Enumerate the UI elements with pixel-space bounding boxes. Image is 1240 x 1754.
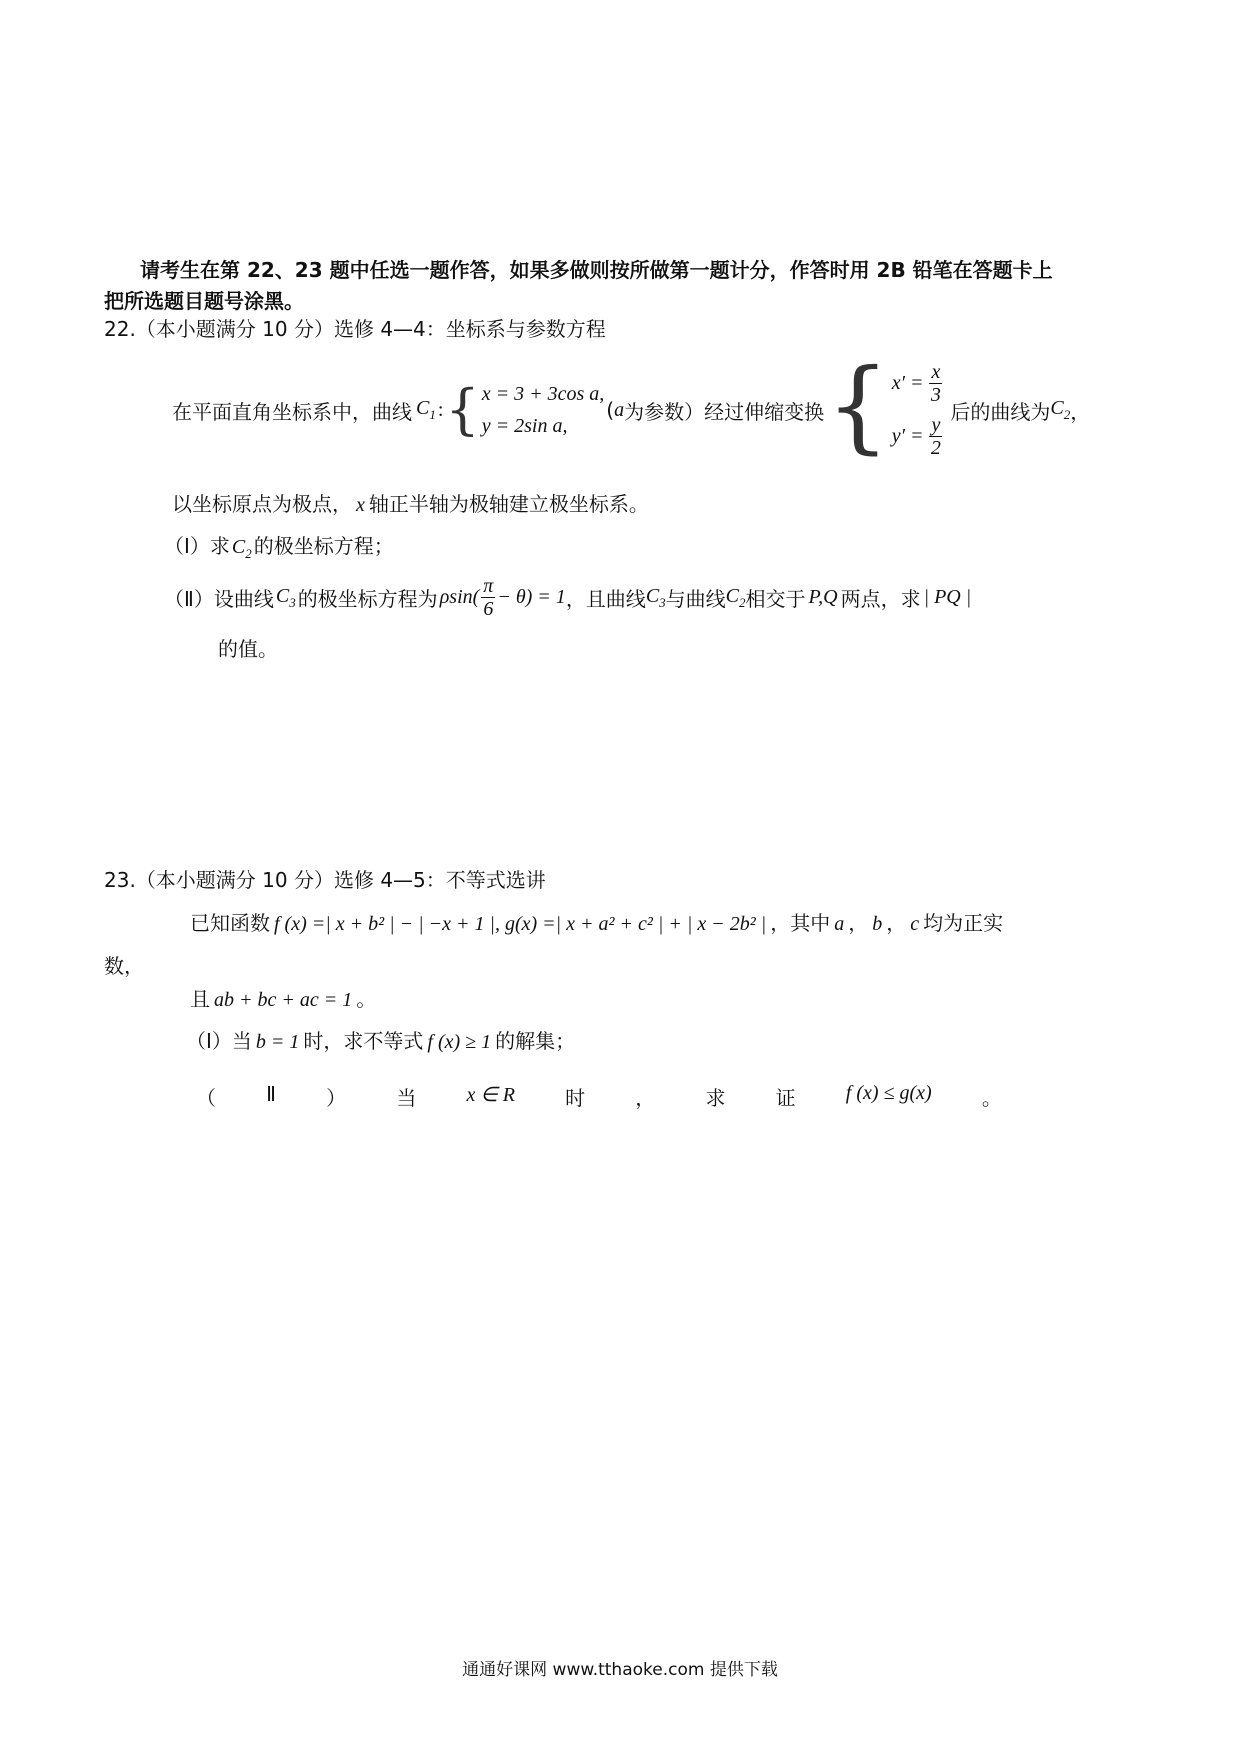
q22-curve-c2: $C_2$ xyxy=(1050,397,1071,422)
q23-part2-token: （ xyxy=(196,1086,216,1110)
q22-param-system xyxy=(482,378,605,442)
q22-brace-left: { xyxy=(445,378,480,441)
q22-intro-line: 在平面直角坐标系中，曲线 $C_1$ : { x = 3 + 3cos a, y = 2sin a, ( a 为参数）经过伸缩变换 { x′ = $\frac{x}{3}$ y′ = $\frac{y}{2}$ 后的曲线为 $C_2$ ， xyxy=(172,347,1091,464)
q23-given-wrap: 数， xyxy=(104,954,144,978)
q23-part-1: （Ⅰ）当 b = 1 时，求不等式 f (x) ≥ 1 的解集； xyxy=(186,1029,576,1053)
q22-transform-system xyxy=(892,361,943,459)
page-footer: 通通好课网 www.tthaoke.com 提供下载 xyxy=(462,1660,778,1680)
q22-curve-c1: $C_1$ xyxy=(416,397,436,422)
q22-header: 22.（本小题满分 10 分）选修 4—4：坐标系与参数方程 xyxy=(104,317,606,341)
q22-after-text: 后的曲线为 xyxy=(950,399,1051,424)
q23-part2-token: f (x) ≤ g(x) xyxy=(845,1082,932,1104)
q22-colon: : xyxy=(437,398,444,421)
q22-transform-x: x′ = $\frac{x}{3}$ xyxy=(891,361,941,406)
q23-function-defs: f (x) =| x + b² | − | −x + 1 |, g(x) =| x + a² + c² | + | x − 2b² | xyxy=(274,913,767,935)
instruction-line-2: 把所选题目题号涂黑。 xyxy=(104,289,304,313)
q23-part2-token: 当 xyxy=(396,1086,417,1110)
q23-part2-token: 证 xyxy=(775,1086,796,1110)
q23-part2-token: ， xyxy=(635,1086,656,1110)
q22-param-eq1: x = 3 + 3cos a, xyxy=(481,383,605,405)
q22-param-eq2: y = 2sin a, xyxy=(481,415,568,437)
q23-part2-token: 时 xyxy=(565,1086,586,1110)
q23-part2-token: 。 xyxy=(981,1086,1002,1110)
q22-part-2: （Ⅱ）设曲线 $C_3$ 的极坐标方程为 ρsin( $\frac{\pi}{6}$ − θ) = 1 ，且曲线 $C_3$ 与曲线 $C_2$ 相交于 P,Q 两点，求 | PQ | xyxy=(164,575,972,620)
q22-intro-prefix: 在平面直角坐标系中，曲线 xyxy=(172,399,412,424)
q23-header: 23.（本小题满分 10 分）选修 4—5：不等式选讲 xyxy=(104,868,546,892)
q22-part-1: （Ⅰ）求 $C_2$ 的极坐标方程； xyxy=(164,534,394,561)
q23-part2-token: x ∈ R xyxy=(466,1084,515,1106)
q23-condition: 且 ab + bc + ac = 1 。 xyxy=(190,987,377,1011)
q23-part2-token: 求 xyxy=(705,1086,726,1110)
q22-brace-transform: { xyxy=(826,347,890,464)
q22-transform-y: y′ = $\frac{y}{2}$ xyxy=(891,414,941,459)
q23-part-2 xyxy=(196,1082,1002,1111)
q22-comma: ， xyxy=(1070,399,1091,424)
q22-polar-setup: 以坐标原点为极点， x 轴正半轴为极轴建立极坐标系。 xyxy=(172,492,649,516)
q22-pi-over-six: $\frac{\pi}{6}$ xyxy=(483,575,494,620)
q22-param-note: 为参数）经过伸缩变换 xyxy=(624,399,825,424)
q23-given-line: 已知函数 f (x) =| x + b² | − | −x + 1 |, g(x) =| x + a² + c² | + | x − 2b² | ，其中 a ， b ， c 均为正实 xyxy=(190,911,1004,935)
q23-part2-token: Ⅱ xyxy=(266,1082,276,1106)
q23-part2-token: ） xyxy=(326,1086,347,1110)
instruction-line-1: 请考生在第 22、23 题中任选一题作答，如果多做则按所做第一题计分，作答时用 2B 铅笔在答题卡上 xyxy=(140,258,1053,282)
q22-param-note-a: a xyxy=(614,398,625,421)
q22-part-2-end: 的值。 xyxy=(218,637,278,661)
